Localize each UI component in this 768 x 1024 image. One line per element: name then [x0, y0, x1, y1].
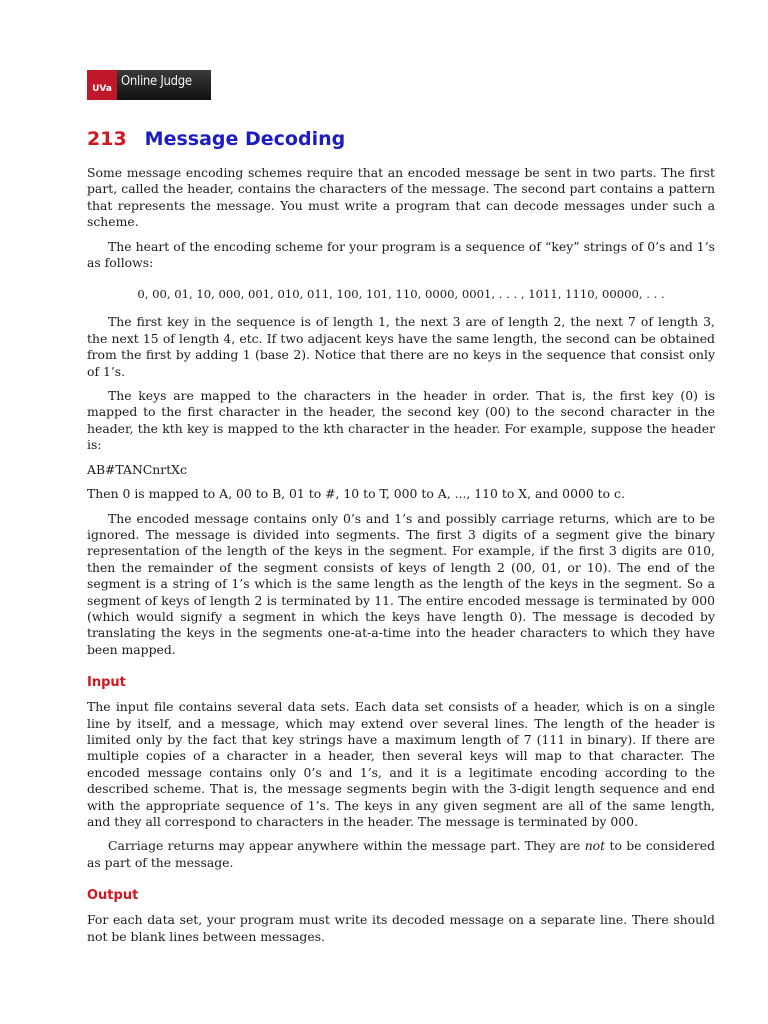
paragraph-output: For each data set, your program must write its decoded message on a separate line. There should not be blank lines between messages. — [87, 912, 715, 944]
header-example: AB#TANCnrtXc — [87, 461, 187, 477]
key-sequence: 0, 00, 01, 10, 000, 001, 010, 011, 100, 101, 110, 0000, 0001, . . . , 1011, 1110, 00000, . . . — [137, 287, 665, 302]
paragraph-mapping-example: Then 0 is mapped to A, 00 to B, 01 to #, 10 to T, 000 to A, ..., 110 to X, and 0000 to c. — [87, 486, 625, 502]
carriage-returns-text-2: to be considered as part of the message. — [87, 838, 715, 870]
online-judge-text: Online Judge — [121, 73, 192, 89]
output-heading: Output — [87, 888, 139, 904]
paragraph-carriage-returns — [87, 838, 715, 871]
problem-statement — [87, 165, 715, 945]
paragraph-intro: Some message encoding schemes require that an encoded message be sent in two parts. The first part, called the header, contains the characters of the message. The second part contains a pattern that represents the message. You must write a program that can decode messages under such a scheme. — [87, 165, 715, 230]
input-heading: Input — [87, 675, 126, 691]
paragraph-input: The input file contains several data sets. Each data set consists of a header, which is on a single line by itself, and a message, which may extend over several lines. The length of the header is limited only by the fact that key strings have a maximum length of 7 (111 in binary). If there are multiple copies of a character in a header, then several keys will map to that character. The encoded message contains only 0’s and 1’s, and it is a legitimate encoding according to the described scheme. That is, the message segments begin with the 3-digit length sequence and end with the appropriate sequence of 1’s. The keys in any given segment are all of the same length, and they all correspond to characters in the header. The message is terminated by 000. — [87, 699, 715, 829]
paragraph-key-sequence: The heart of the encoding scheme for your program is a sequence of “key” strings of 0’s and 1’s as follows: — [87, 238, 715, 271]
problem-title — [87, 128, 345, 150]
uva-badge — [87, 70, 117, 100]
problem-number: 213 — [87, 128, 127, 150]
uva-online-judge-logo — [87, 70, 211, 100]
uva-badge-text: UVa — [92, 84, 112, 94]
paragraph-key-mapping: The keys are mapped to the characters in the header in order. That is, the first key (0) is mapped to the first character in the header, the second key (00) to the second character in the header, the kth key is mapped to the kth character in the header. For example, suppose the header is: — [87, 388, 715, 453]
problem-name: Message Decoding — [144, 128, 346, 150]
carriage-returns-text-1: Carriage returns may appear anywhere within the message part. They are — [108, 838, 585, 854]
paragraph-key-lengths: The first key in the sequence is of length 1, the next 3 are of length 2, the next 7 of length 3, the next 15 of length 4, etc. If two adjacent keys have the same length, the second can be obtained from the first by adding 1 (base 2). Notice that there are no keys in the sequence that consist only of 1’s. — [87, 314, 715, 379]
emphasis-not: not — [584, 838, 606, 854]
paragraph-encoded-message: The encoded message contains only 0’s and 1’s and possibly carriage returns, which are to be ignored. The message is divided into segments. The first 3 digits of a segment give the binary representation of the length of the keys in the segment. For example, if the first 3 digits are 010, then the remainder of the segment consists of keys of length 2 (00, 01, or 10). The end of the segment is a string of 1’s which is the same length as the length of the keys in the segment. So a segment of keys of length 2 is terminated by 11. The entire encoded message is terminated by 000 (which would signify a segment in which the keys have length 0). The message is decoded by translating the keys in the segments one-at-a-time into the header characters to which they have been mapped. — [87, 510, 715, 657]
